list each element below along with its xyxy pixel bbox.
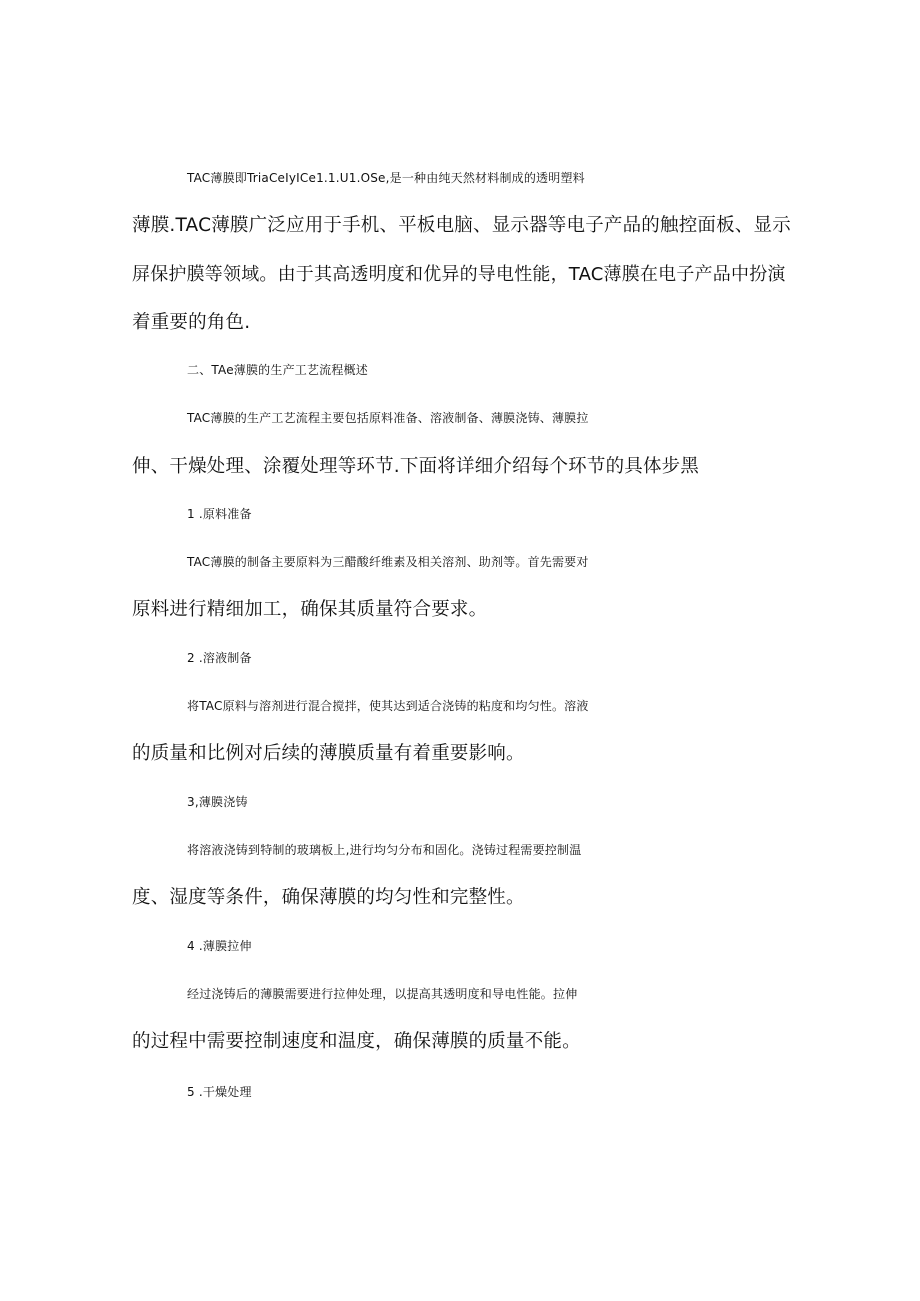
intro-line-4: 着重要的角色. xyxy=(132,312,251,333)
step-3-body-line-1: 将溶液浇铸到特制的玻璃板上,进行均匀分布和固化。浇铸过程需要控制温 xyxy=(187,843,582,857)
overview-line-1: TAC薄膜的生产工艺流程主要包括原料准备、溶液制备、薄膜浇铸、薄膜拉 xyxy=(187,411,589,425)
step-3-body-line-2: 度、湿度等条件，确保薄膜的均匀性和完整性。 xyxy=(132,887,525,908)
step-5-heading: 5 .干燥处理 xyxy=(187,1085,252,1099)
step-4-body-line-2: 的过程中需要控制速度和温度，确保薄膜的质量不能。 xyxy=(132,1031,581,1052)
step-2-heading: 2 .溶液制备 xyxy=(187,651,252,665)
step-3-heading: 3,薄膜浇铸 xyxy=(187,795,248,809)
step-2-body-line-1: 将TAC原料与溶剂进行混合搅拌，使其达到适合浇铸的粘度和均匀性。溶液 xyxy=(187,699,589,713)
step-1-body-line-1: TAC薄膜的制备主要原料为三醋酸纤维素及相关溶剂、助剂等。首先需要对 xyxy=(187,555,589,569)
step-4-body-line-1: 经过浇铸后的薄膜需要进行拉伸处理，以提高其透明度和导电性能。拉伸 xyxy=(187,987,578,1001)
step-4-heading: 4 .薄膜拉伸 xyxy=(187,939,252,953)
intro-line-2: 薄膜.TAC薄膜广泛应用于手机、平板电脑、显示器等电子产品的触控面板、显示 xyxy=(132,215,791,236)
step-1-body-line-2: 原料进行精细加工，确保其质量符合要求。 xyxy=(132,599,488,620)
overview-line-2: 伸、干燥处理、涂覆处理等环节.下面将详细介绍每个环节的具体步黑 xyxy=(132,456,700,477)
step-1-heading: 1 .原料准备 xyxy=(187,507,252,521)
intro-line-1: TAC薄膜即TriaCeIyICe1.1.U1.OSe,是一种由纯天然材料制成的透明塑料 xyxy=(187,171,585,185)
step-2-body-line-2: 的质量和比例对后续的薄膜质量有着重要影响。 xyxy=(132,743,525,764)
section-heading: 二、TAe薄膜的生产工艺流程概述 xyxy=(187,363,368,377)
intro-line-3: 屏保护膜等领域。由于其高透明度和优异的导电性能，TAC薄膜在电子产品中扮演 xyxy=(132,264,786,285)
